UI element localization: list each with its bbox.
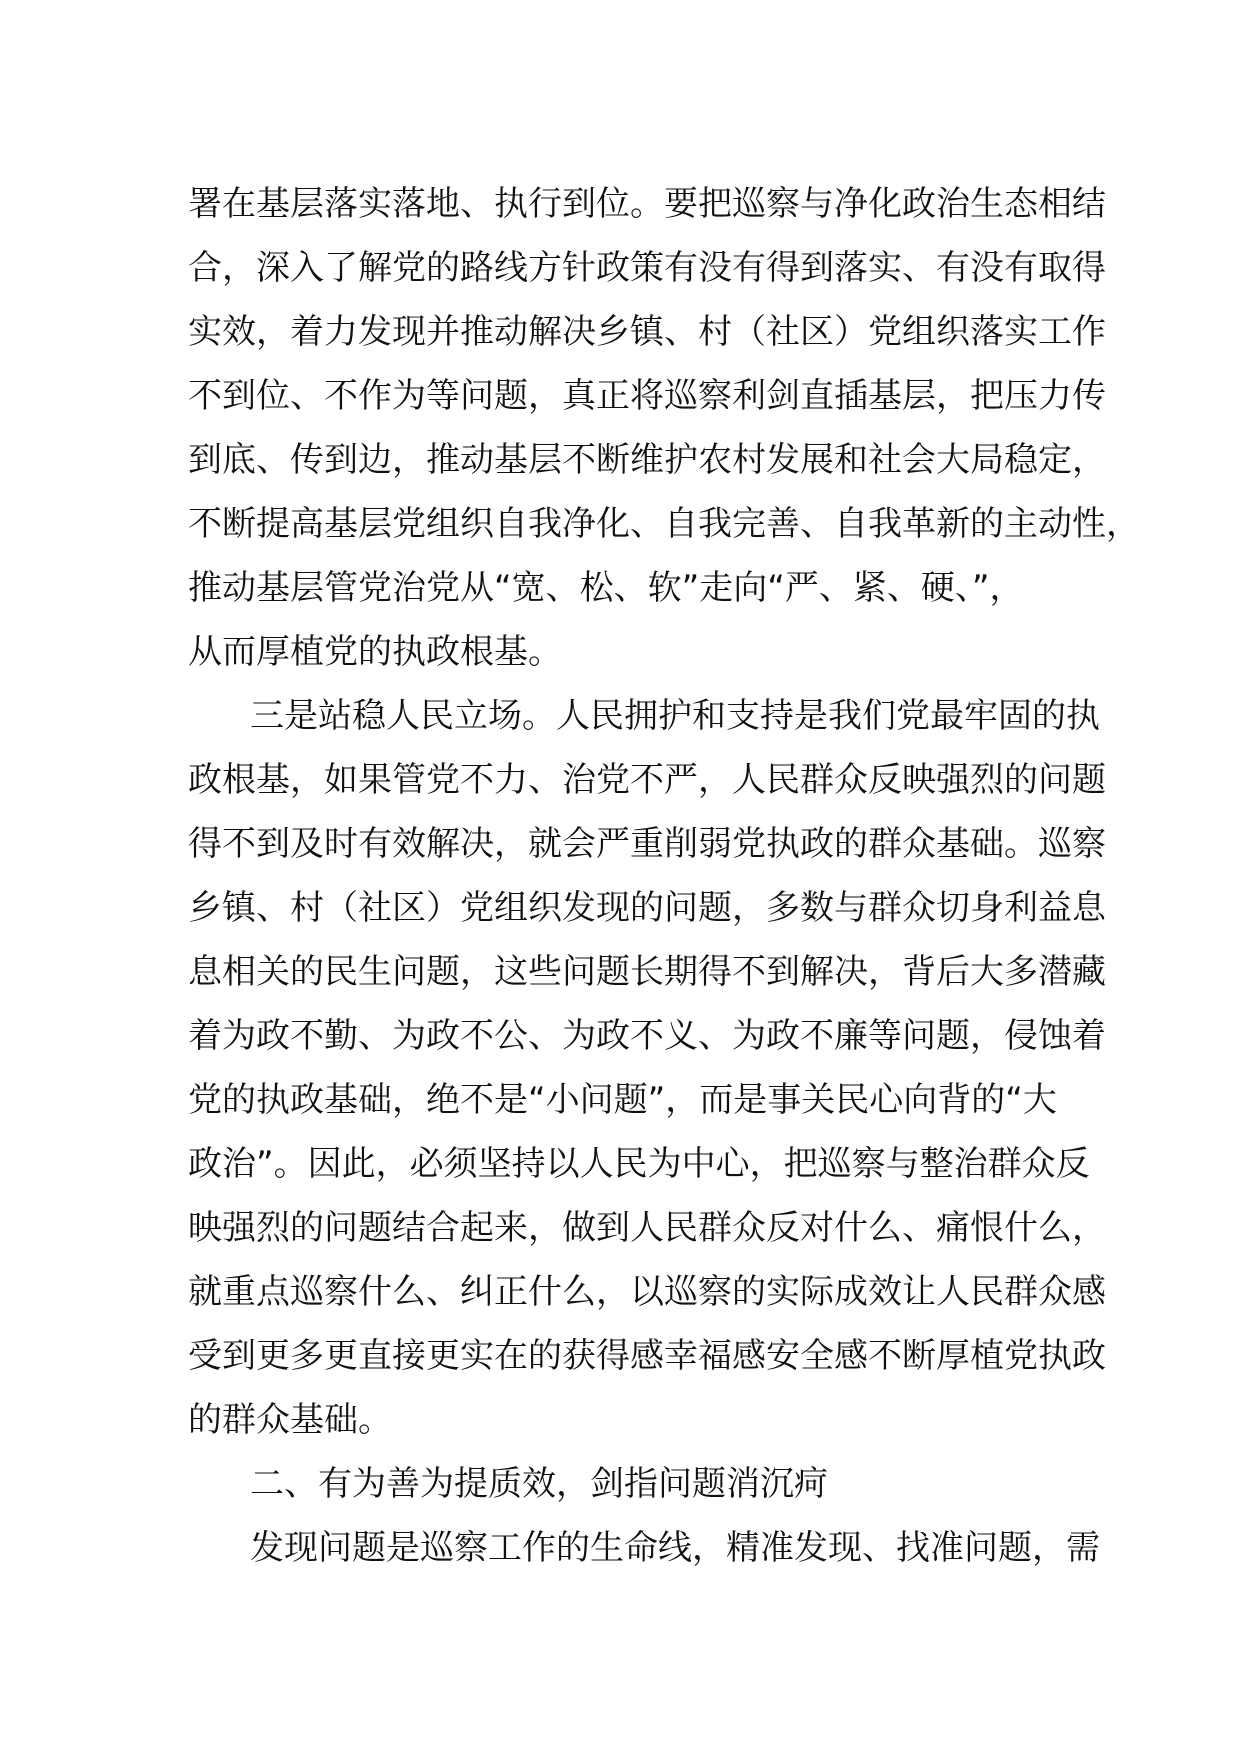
text-line: 推动基层管党治党从“宽、松、软”走向“严、紧、硬、”， <box>188 568 1024 608</box>
paragraph-start-line: 三是站稳人民立场。人民拥护和支持是我们党最牢固的执 <box>250 696 1100 736</box>
text-line: 到底、传到边，推动基层不断维护农村发展和社会大局稳定， <box>188 440 1106 480</box>
text-line: 实效，着力发现并推动解决乡镇、村（社区）党组织落实工作 <box>188 312 1106 352</box>
text-line: 政根基，如果管党不力、治党不严，人民群众反映强烈的问题 <box>188 760 1106 800</box>
paragraph-start-line: 发现问题是巡察工作的生命线，精准发现、找准问题，需 <box>250 1528 1100 1568</box>
text-line: 映强烈的问题结合起来，做到人民群众反对什么、痛恨什么， <box>188 1208 1106 1248</box>
text-line: 的群众基础。 <box>188 1400 392 1440</box>
text-line: 就重点巡察什么、纠正什么，以巡察的实际成效让人民群众感 <box>188 1272 1106 1312</box>
section-heading: 二、有为善为提质效，剑指问题消沉疴 <box>250 1464 828 1504</box>
text-line: 着为政不勤、为政不公、为政不义、为政不廉等问题，侵蚀着 <box>188 1016 1106 1056</box>
text-line: 从而厚植党的执政根基。 <box>188 632 562 672</box>
text-line: 政治”。因此，必须坚持以人民为中心，把巡察与整治群众反 <box>188 1144 1090 1184</box>
text-line: 息相关的民生问题，这些问题长期得不到解决，背后大多潜藏 <box>188 952 1106 992</box>
text-line: 得不到及时有效解决，就会严重削弱党执政的群众基础。巡察 <box>188 824 1106 864</box>
text-line: 乡镇、村（社区）党组织发现的问题，多数与群众切身利益息 <box>188 888 1106 928</box>
text-line: 受到更多更直接更实在的获得感幸福感安全感不断厚植党执政 <box>188 1336 1106 1376</box>
text-line: 不断提高基层党组织自我净化、自我完善、自我革新的主动性， <box>188 504 1140 544</box>
document-body <box>188 172 1140 1580</box>
text-line: 署在基层落实落地、执行到位。要把巡察与净化政治生态相结 <box>188 184 1106 224</box>
text-line: 合，深入了解党的路线方针政策有没有得到落实、有没有取得 <box>188 248 1106 288</box>
text-line: 党的执政基础，绝不是“小问题”，而是事关民心向背的“大 <box>188 1080 1057 1120</box>
text-line: 不到位、不作为等问题，真正将巡察利剑直插基层，把压力传 <box>188 376 1106 416</box>
